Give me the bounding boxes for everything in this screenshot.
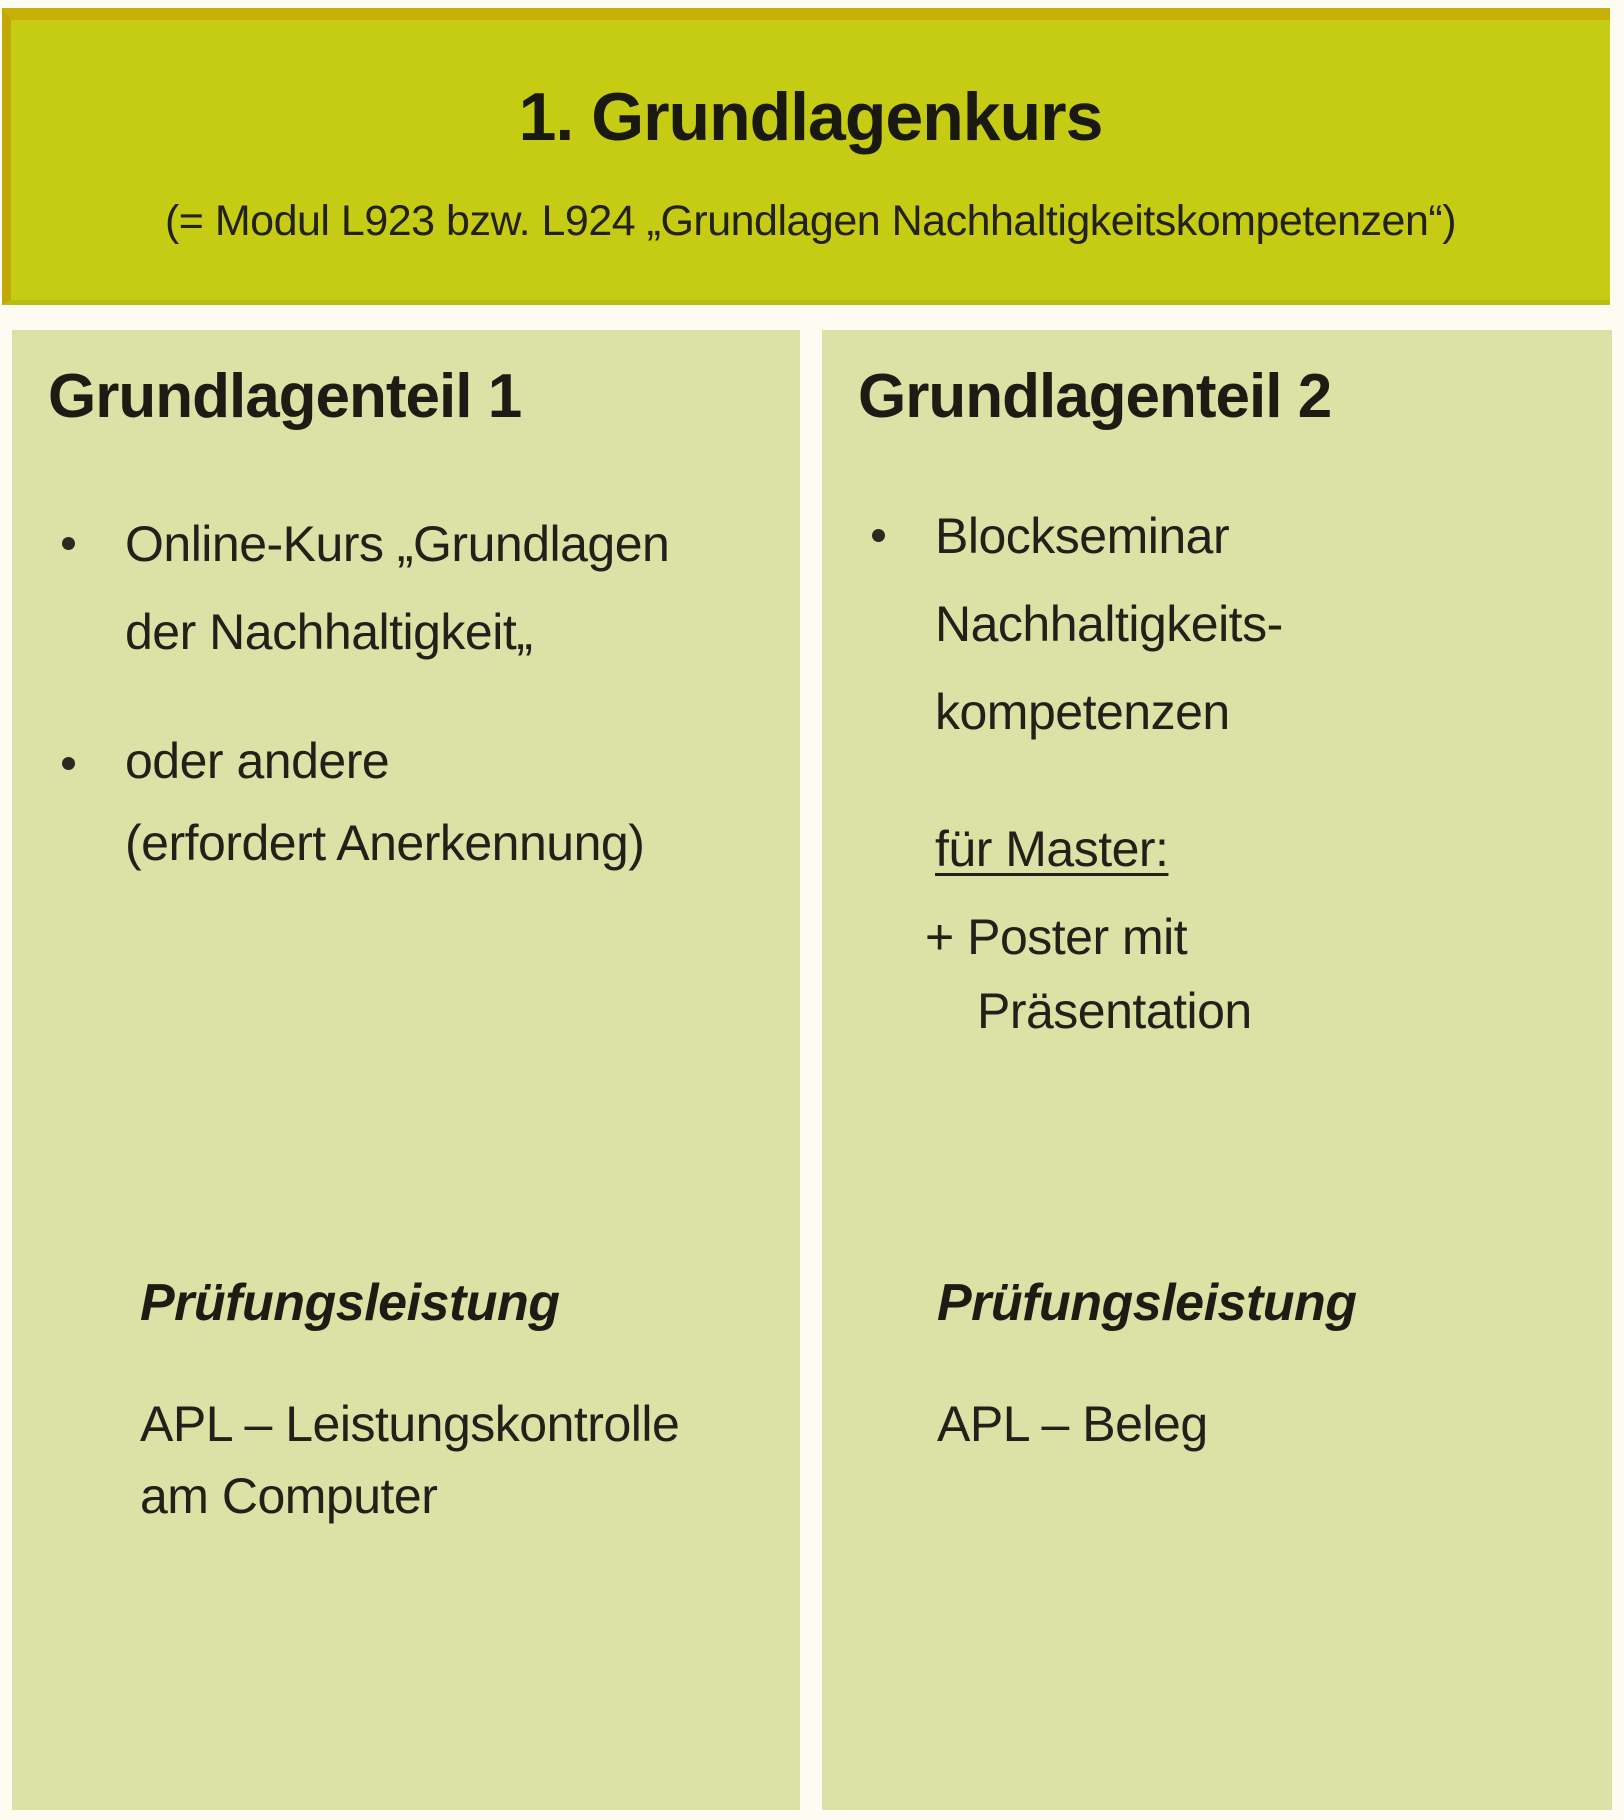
panel-1-heading: Grundlagenteil 1 (48, 362, 522, 431)
bullet-line: der Nachhaltigkeit„ (125, 604, 533, 660)
bullet-dot-icon (62, 757, 75, 770)
bullet-line: Blockseminar (935, 508, 1230, 564)
slide-title: 1. Grundlagenkurs (518, 79, 1103, 155)
panel-2-heading: Grundlagenteil 2 (858, 362, 1332, 431)
exam-label-2: Prüfungsleistung (937, 1274, 1357, 1332)
exam-line: APL – Leistungskontrolle (140, 1396, 680, 1452)
bullet-line: kompetenzen (935, 684, 1230, 740)
panel-grundlagenteil-2 (822, 330, 1612, 1810)
exam-label-1: Prüfungsleistung (140, 1274, 560, 1332)
bullet-dot-icon (872, 529, 885, 542)
slide-subtitle: (= Modul L923 bzw. L924 „Grundlagen Nachhaltigkeitskompetenzen“) (164, 197, 1457, 245)
master-line: Präsentation (977, 983, 1252, 1039)
exam-line: am Computer (140, 1468, 438, 1524)
exam-line: APL – Beleg (937, 1396, 1208, 1452)
master-line: + Poster mit (925, 909, 1188, 965)
bullet-line: Online-Kurs „Grundlagen (125, 516, 670, 572)
bullet-line: (erfordert Anerkennung) (125, 815, 645, 871)
bullet-blockseminar (935, 492, 1283, 756)
bullet-online-kurs (125, 500, 669, 676)
panel-grundlagenteil-1 (12, 330, 800, 1810)
bullet-oder-andere (125, 720, 644, 884)
bullet-line: Nachhaltigkeits- (935, 596, 1283, 652)
master-label: für Master: (935, 821, 1169, 877)
bullet-dot-icon (62, 537, 75, 550)
exam-text-2 (937, 1388, 1208, 1460)
bullet-line: oder andere (125, 733, 390, 789)
header-banner (2, 8, 1610, 305)
exam-text-1 (140, 1388, 679, 1532)
